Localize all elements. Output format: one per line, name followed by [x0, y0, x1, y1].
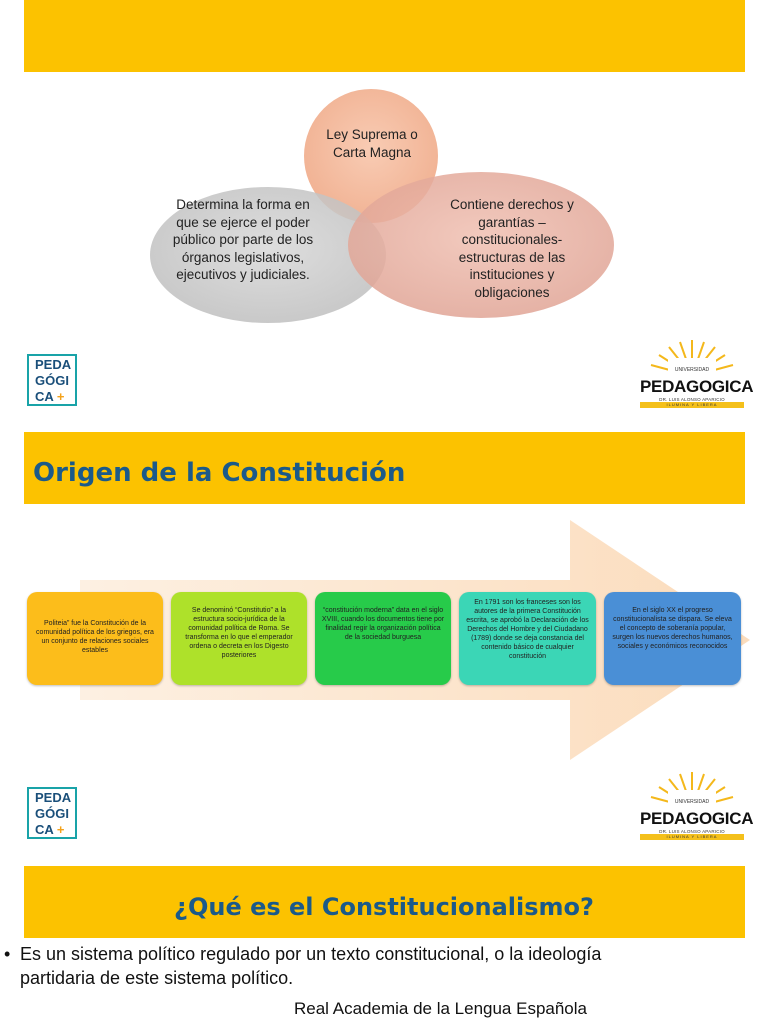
- venn-right-label: Contiene derechos y garantías – constitucionales-estructuras de las instituciones y obligaciones: [450, 197, 574, 300]
- sunburst-icon: [640, 338, 744, 378]
- universidad-pedagogica-logo: UNIVERSIDAD PEDAGOGICA DR. LUIS ALONSO APARICIO ILUMINA Y LIBERA: [640, 338, 744, 410]
- sunburst-icon: [640, 770, 744, 810]
- timeline-box-constitutio: Se denominó “Constitutio” a la estructura socio-jurídica de la comunidad política de Roma. Se transforma en lo que el emperador ordena o decreta en los Digesto posteriores: [171, 592, 307, 685]
- pedagogica-plus-logo: PEDA GÓGI CA +: [27, 354, 77, 406]
- origin-title: Origen de la Constitución: [33, 458, 406, 488]
- citation: Real Academia de la Lengua Española: [294, 999, 587, 1018]
- timeline-box-1791: En 1791 son los franceses son los autores de la primera Constitución escrita, se aprobó la Declaración de los Derechos del Hombre y del Ciudadano (1789) donde se deja constancia del contenido básico de cualquier constitución: [459, 592, 596, 685]
- definition-bullet: • Es un sistema político regulado por un texto constitucional, o la ideología partidaria de este sistema político.: [4, 944, 602, 988]
- venn-left-label: Determina la forma en que se ejerce el poder público por parte de los órganos legislativos, ejecutivos y judiciales.: [172, 197, 314, 282]
- constitucionalismo-title: ¿Qué es el Constitucionalismo?: [174, 893, 594, 921]
- bullet-icon: •: [4, 944, 11, 964]
- universidad-pedagogica-logo: UNIVERSIDAD PEDAGOGICA DR. LUIS ALONSO APARICIO ILUMINA Y LIBERA: [640, 770, 744, 842]
- timeline-box-politeia: Politeia” fue la Constitución de la comunidad política de los griegos, era un conjunto de relaciones sociales estables: [27, 592, 163, 685]
- timeline-box-siglo-xx: En el siglo XX el progreso constitucionalista se dispara. Se eleva el concepto de soberanía popular, surgen los nuevos derechos humanos, sociales y económicos reconocidos: [604, 592, 741, 685]
- svg-text:UNIVERSIDAD: UNIVERSIDAD: [674, 367, 710, 373]
- pedagogica-plus-logo: PEDA GÓGI CA +: [27, 787, 77, 839]
- svg-text:UNIVERSIDAD: UNIVERSIDAD: [674, 799, 710, 805]
- top-banner: [24, 0, 745, 72]
- timeline-box-moderna: “constitución moderna” data en el siglo XVIII, cuando los documentos tiene por finalidad regir la organización política de la sociedad burguesa: [315, 592, 451, 685]
- venn-top-label: Ley Suprema o Carta Magna: [326, 127, 418, 160]
